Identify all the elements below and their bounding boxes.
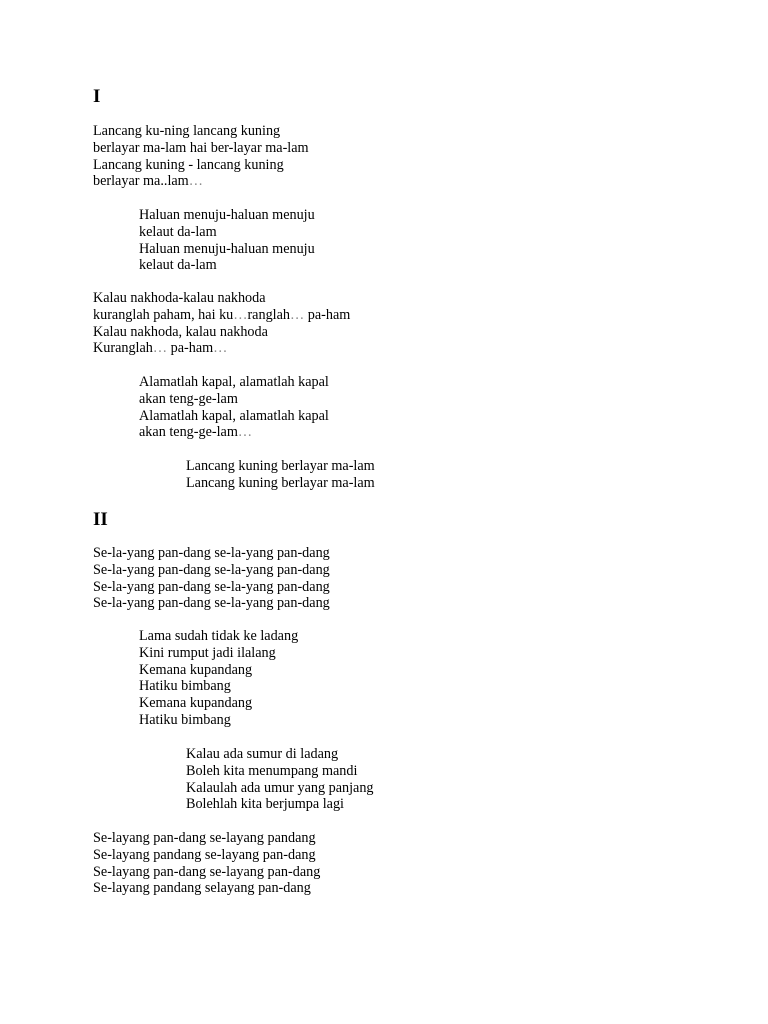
verse-line: Kini rumput jadi ilalang [139, 644, 276, 661]
verse-line: kelaut da-lam [139, 223, 217, 240]
stanza [186, 746, 374, 813]
verse-line: Hatiku bimbang [139, 678, 231, 695]
verse-line: Kalau ada sumur di ladang [186, 746, 339, 762]
verse-line: Lancang kuning berlayar ma-lam [186, 474, 375, 491]
stanza [93, 830, 320, 897]
verse-line: Lancang kuning berlayar ma-lam [186, 458, 375, 474]
stanza [186, 458, 375, 492]
verse-line: Se-la-yang pan-dang se-la-yang pan-dang [93, 578, 330, 595]
stanza [93, 545, 330, 612]
stanza [139, 374, 329, 441]
verse-line: Se-la-yang pan-dang se-la-yang pan-dang [93, 545, 330, 561]
verse-line: Alamatlah kapal, alamatlah kapal [139, 374, 329, 390]
stanza [93, 290, 350, 357]
verse-line: Kalau nakhoda-kalau nakhoda [93, 290, 266, 306]
verse-line: Se-la-yang pan-dang se-la-yang pan-dang [93, 595, 330, 612]
verse-line: Se-la-yang pan-dang se-la-yang pan-dang [93, 561, 330, 578]
section-heading: II [93, 509, 108, 530]
section-heading: I [93, 86, 101, 107]
verse-line: Lama sudah tidak ke ladang [139, 628, 299, 644]
verse-line: akan teng-ge-lam… [139, 424, 253, 441]
verse-line: Kemana kupandang [139, 695, 253, 712]
stanza [139, 628, 298, 729]
verse-line: kuranglah paham, hai ku…ranglah… pa-ham [93, 306, 351, 323]
stanza [93, 123, 309, 190]
verse-line: Lancang kuning - lancang kuning [93, 156, 284, 173]
verse-line: Kuranglah… pa-ham… [93, 340, 228, 357]
verse-line: akan teng-ge-lam [139, 390, 238, 407]
verse-line: Se-layang pan-dang se-layang pandang [93, 830, 316, 846]
verse-line: Hatiku bimbang [139, 711, 231, 728]
verse-line: Kalau nakhoda, kalau nakhoda [93, 323, 268, 340]
verse-line: Se-layang pan-dang se-layang pan-dang [93, 863, 321, 880]
verse-line: Se-layang pandang selayang pan-dang [93, 880, 311, 897]
verse-line: berlayar ma..lam… [93, 173, 203, 190]
verse-line: Lancang ku-ning lancang kuning [93, 123, 281, 139]
verse-line: Haluan menuju-haluan menuju [139, 240, 315, 257]
verse-line: Alamatlah kapal, alamatlah kapal [139, 407, 329, 424]
verse-line: kelaut da-lam [139, 257, 217, 274]
verse-line: berlayar ma-lam hai ber-layar ma-lam [93, 139, 309, 156]
verse-line: Se-layang pandang se-layang pan-dang [93, 846, 316, 863]
verse-line: Boleh kita menumpang mandi [186, 762, 358, 779]
verse-line: Bolehlah kita berjumpa lagi [186, 796, 344, 813]
verse-line: Kemana kupandang [139, 661, 253, 678]
verse-line: Kalaulah ada umur yang panjang [186, 779, 374, 796]
stanza [139, 207, 315, 274]
verse-line: Haluan menuju-haluan menuju [139, 207, 315, 223]
